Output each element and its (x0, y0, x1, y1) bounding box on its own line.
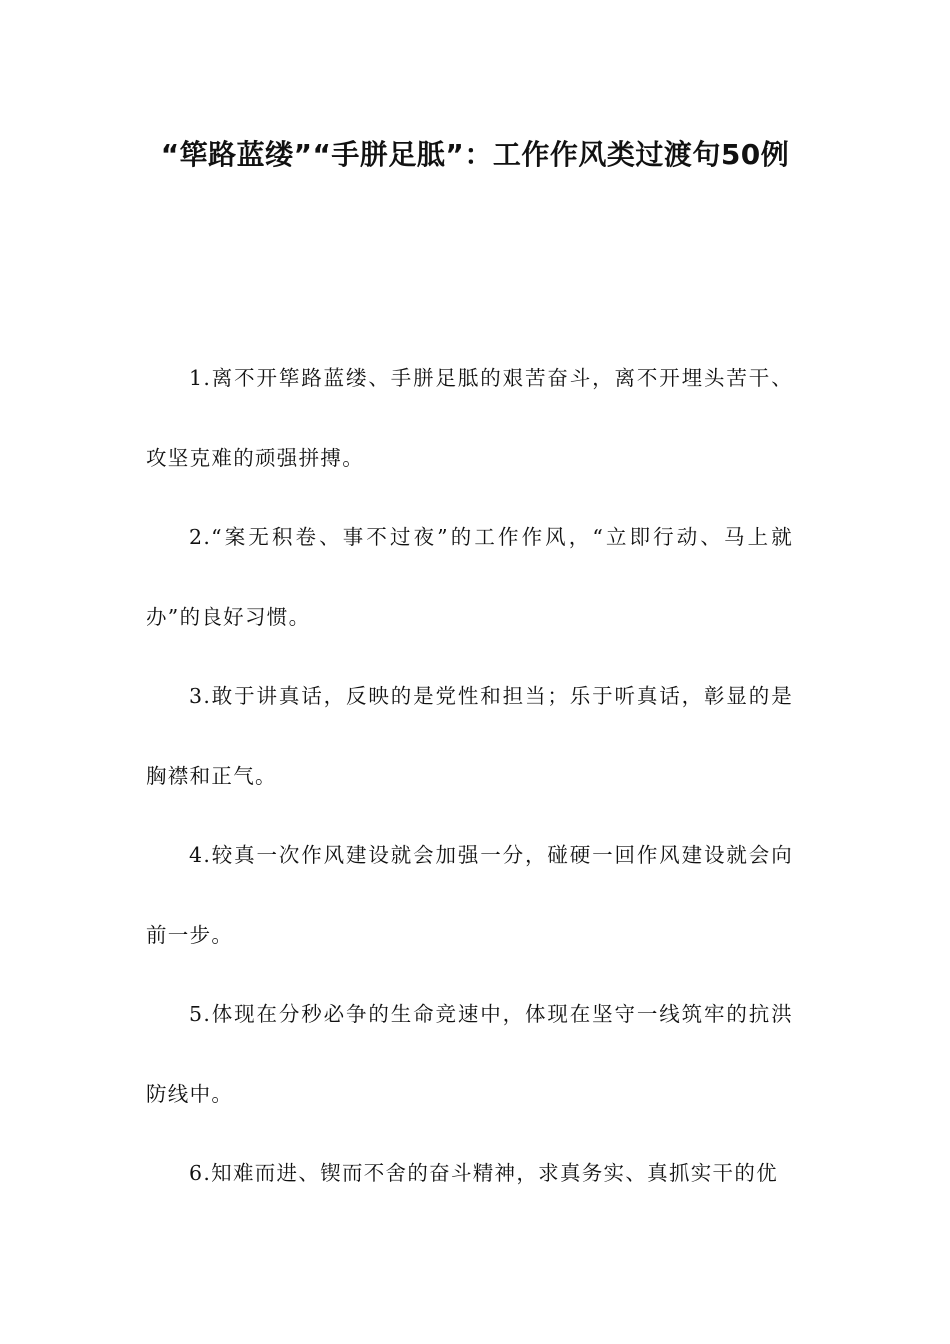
list-item-6: 6.知难而进、锲而不舍的奋斗精神，求真务实、真抓实干的优 (189, 1161, 778, 1185)
list-item-5: 5.体现在分秒必争的生命竞速中，体现在坚守一线筑牢的抗洪防线中。 (146, 1002, 793, 1106)
list-item-2: 2.“案无积卷、事不过夜”的工作作风，“立即行动、马上就办”的良好习惯。 (146, 525, 793, 629)
document-title: “筚路蓝缕”“手胼足胝”：工作作风类过渡句50例 (160, 138, 790, 171)
list-item-3: 3.敢于讲真话，反映的是党性和担当；乐于听真话，彰显的是胸襟和正气。 (146, 684, 793, 788)
list-item-4: 4.较真一次作风建设就会加强一分，碰硬一回作风建设就会向前一步。 (146, 843, 793, 947)
list-item-1: 1.离不开筚路蓝缕、手胼足胝的艰苦奋斗，离不开埋头苦干、攻坚克难的顽强拼搏。 (146, 366, 793, 470)
item-list (146, 339, 793, 1214)
